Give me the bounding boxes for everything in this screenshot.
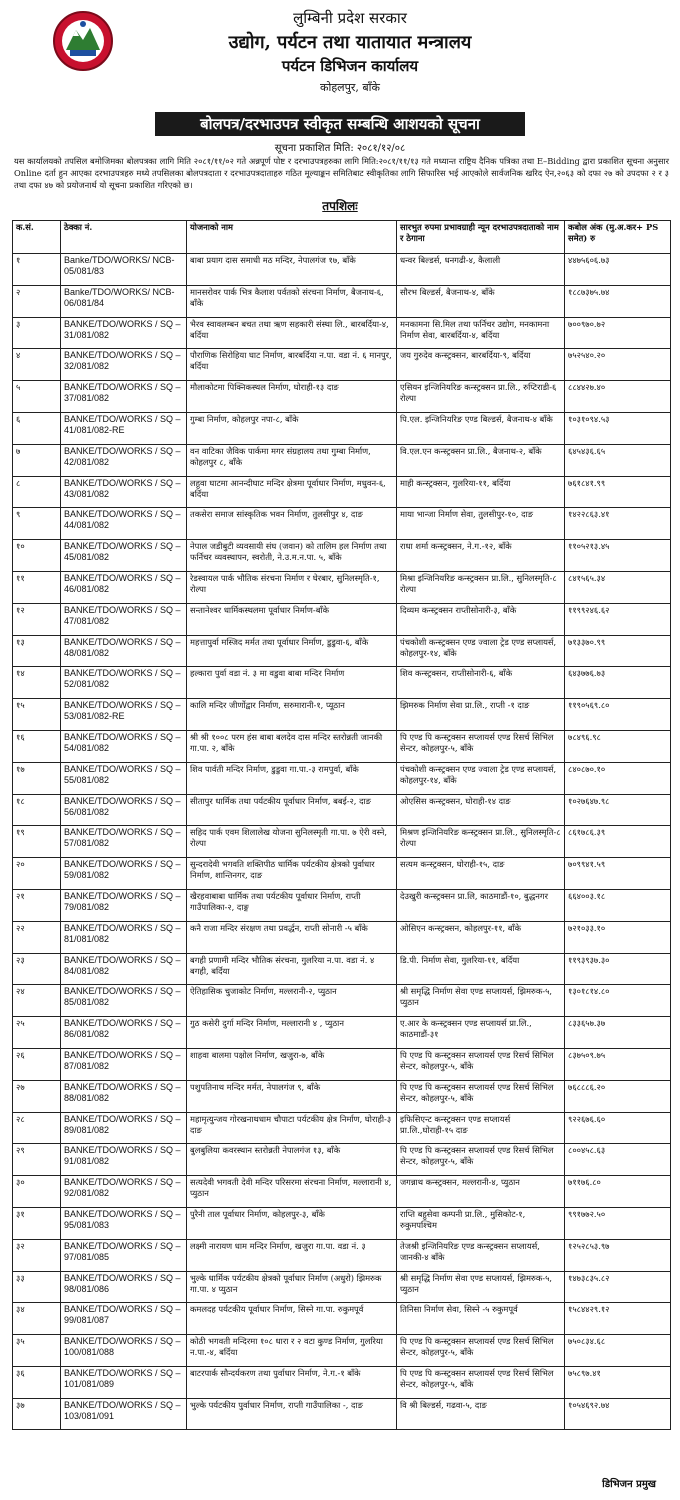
- cell-amount: ७२१०३३.१०: [565, 921, 671, 953]
- cell-amount: १८८७३७५.७४: [565, 285, 671, 317]
- cell-project-name: ऐतिहासिक चुजाकोट निर्माण, मल्लरानी-२, प्युठान: [187, 985, 397, 1017]
- government-name: लुम्बिनी प्रदेश सरकार: [293, 9, 407, 27]
- cell-bidder: पि एण्ड पि कन्स्ट्रक्सन सप्लायर्स एण्ड रिसर्च सिभिल सेन्टर, कोहलपुर-५, बाँके: [397, 1080, 565, 1112]
- cell-project-name: सत्यदेवी भगवती देवी मन्दिर परिसरमा संरचना निर्माण, मल्लारानी ४, प्युठान: [187, 1176, 397, 1208]
- cell-contract-no: BANKE/TDO/WORKS / SQ – 44/081/082: [61, 508, 187, 540]
- cell-contract-no: BANKE/TDO/WORKS / SQ – 92/081/082: [61, 1176, 187, 1208]
- cell-project-name: हल्कारा पुर्वा वडा नं. ३ मा वडुवा बाबा मन्दिर निर्माण: [187, 667, 397, 699]
- table-row: [13, 699, 671, 731]
- publish-date: सूचना प्रकाशित मिति: २०८१/१२/०८: [274, 143, 406, 154]
- cell-sn: ८: [13, 476, 61, 508]
- table-row: [13, 730, 671, 762]
- cell-sn: ६: [13, 412, 61, 444]
- table-row: [13, 1017, 671, 1049]
- table-row: [13, 889, 671, 921]
- cell-project-name: कनै राजा मन्दिर संरक्षण तथा प्रवर्द्धन, राप्ती सोनारी -५ बाँके: [187, 921, 397, 953]
- cell-bidder: झिमरुक निर्माण सेवा प्रा.लि., राप्ती -१ दाङ: [397, 699, 565, 731]
- cell-amount: ८४०८७०.१०: [565, 762, 671, 794]
- cell-bidder: मनकामना सि.मिल तथा फर्निचर उद्योग, मनकामना निर्माण सेवा, बारबर्दिया-४, बर्दिया: [397, 317, 565, 349]
- table-row: [13, 508, 671, 540]
- table-row: [13, 603, 671, 635]
- table-row: [13, 1398, 671, 1430]
- table-row: [13, 667, 671, 699]
- cell-bidder: पि एण्ड पि कन्स्ट्रक्सन सप्लायर्स एण्ड रिसर्च सिभिल सेन्टर, कोहलपुर-५, बाँके: [397, 1144, 565, 1176]
- cell-amount: १४२२८६३.४१: [565, 508, 671, 540]
- cell-sn: २०: [13, 858, 61, 890]
- col-header-bidder: सारभुत रुपमा प्रभावग्राही न्यून दरभाउपत्रदाताको नाम र ठेगाना: [397, 221, 565, 254]
- table-row: [13, 635, 671, 667]
- cell-bidder: देउखुरी कन्स्ट्रक्सन प्रा.लि, काठमाडौं-१०, बुद्धनगर: [397, 889, 565, 921]
- cell-contract-no: BANKE/TDO/WORKS / SQ – 56/081/082: [61, 794, 187, 826]
- cell-project-name: पशुपतिनाथ मन्दिर मर्मत, नेपालगंज ९, बाँके: [187, 1080, 397, 1112]
- cell-bidder: जय गुरुदेव कन्स्ट्रक्सन, बारबर्दिया-९, बर्दिया: [397, 349, 565, 381]
- cell-project-name: बाटरपार्क सौन्दर्यकरण तथा पुर्वाधार निर्माण, ने.ग.-१ बाँके: [187, 1366, 397, 1398]
- cell-contract-no: BANKE/TDO/WORKS / SQ – 37/081/082: [61, 381, 187, 413]
- cell-sn: २६: [13, 1048, 61, 1080]
- cell-amount: ७५२५४०.२०: [565, 349, 671, 381]
- cell-project-name: शिव पार्वती मन्दिर निर्माण, डुडुवा गा.पा.-३ रामपुर्वा, बाँके: [187, 762, 397, 794]
- cell-sn: २८: [13, 1112, 61, 1144]
- table-row: [13, 1048, 671, 1080]
- table-row: [13, 476, 671, 508]
- cell-bidder: पंचकोशी कन्स्ट्रक्सन एण्ड ज्वाला ट्रेड एण्ड सप्लायर्स, कोहलपुर-१४, बाँके: [397, 762, 565, 794]
- cell-amount: १३०१८१४.८०: [565, 985, 671, 1017]
- cell-sn: १६: [13, 730, 61, 762]
- cell-project-name: गुठ कसेरी दुर्गा मन्दिर निर्माण, मल्लारानी ४ , प्युठान: [187, 1017, 397, 1049]
- cell-amount: ७११७६.८०: [565, 1176, 671, 1208]
- table-row: [13, 762, 671, 794]
- table-row: [13, 349, 671, 381]
- details-subtitle: तपशिलः: [322, 199, 358, 213]
- cell-sn: ७: [13, 444, 61, 476]
- table-row: [13, 540, 671, 572]
- cell-contract-no: BANKE/TDO/WORKS / SQ – 89/081/082: [61, 1112, 187, 1144]
- cell-project-name: सन्तानेश्वर धार्मिकस्थलमा पूर्वाधार निर्माण-बाँके: [187, 603, 397, 635]
- cell-amount: ११९३९३७.३०: [565, 953, 671, 985]
- cell-amount: ११०५२१३.४५: [565, 540, 671, 572]
- cell-sn: ४: [13, 349, 61, 381]
- table-row: [13, 1112, 671, 1144]
- cell-amount: ८६१७८६.३९: [565, 826, 671, 858]
- table-row: [13, 826, 671, 858]
- cell-contract-no: BANKE/TDO/WORKS / SQ – 95/081/083: [61, 1207, 187, 1239]
- cell-project-name: खैरहवाबाबा धार्मिक तथा पर्यटकीय पूर्वाधार निर्माण, राप्ती गाउँपालिका-२, दाङ्ग: [187, 889, 397, 921]
- cell-contract-no: BANKE/TDO/WORKS / SQ – 55/081/082: [61, 762, 187, 794]
- cell-contract-no: BANKE/TDO/WORKS / SQ – 84/081/082: [61, 953, 187, 985]
- cell-contract-no: BANKE/TDO/WORKS / SQ – 86/081/082: [61, 1017, 187, 1049]
- cell-sn: ३२: [13, 1239, 61, 1271]
- cell-amount: ११९९२४६.६२: [565, 603, 671, 635]
- cell-sn: १७: [13, 762, 61, 794]
- cell-bidder: एसियन इन्जिनियरिङ कन्स्ट्रक्सन प्रा.लि., रुप्टिराडी-६ रोल्पा: [397, 381, 565, 413]
- cell-contract-no: BANKE/TDO/WORKS / SQ – 87/081/082: [61, 1048, 187, 1080]
- cell-project-name: वन वाटिका जैविक पार्कमा मगर संग्रहालय तथा गुम्बा निर्माण, कोहलपुर ८, बाँके: [187, 444, 397, 476]
- cell-amount: १०३१०९४.५३: [565, 412, 671, 444]
- cell-sn: १: [13, 254, 61, 286]
- cell-contract-no: BANKE/TDO/WORKS / SQ – 97/081/085: [61, 1239, 187, 1271]
- cell-sn: १८: [13, 794, 61, 826]
- bid-table: [12, 220, 671, 1430]
- cell-sn: ९: [13, 508, 61, 540]
- cell-project-name: तकसेरा समाज सांस्कृतिक भवन निर्माण, तुलसीपुर ४, दाङ: [187, 508, 397, 540]
- cell-bidder: पि एण्ड पि कन्स्ट्रक्सन सप्लायर्स एण्ड रिसर्च सिभिल सेन्टर, कोहलपुर-५, बाँके: [397, 730, 565, 762]
- cell-project-name: लहुवा घाटमा आनन्दीघाट मन्दिर क्षेत्रमा पूर्वाधार निर्माण, मधुवन-६, बर्दिया: [187, 476, 397, 508]
- cell-bidder: माया भान्जा निर्माण सेवा, तुलसीपुर-१०, दाङ: [397, 508, 565, 540]
- cell-project-name: कोठी भगवती मन्दिरमा १०८ धारा र २ वटा कुण्ड निर्माण, गुलरिया न.पा.-४, बर्दिया: [187, 1335, 397, 1367]
- table-row: [13, 571, 671, 603]
- cell-amount: १४७३८३५.८२: [565, 1271, 671, 1303]
- cell-contract-no: BANKE/TDO/WORKS / SQ – 52/081/082: [61, 667, 187, 699]
- cell-project-name: भुल्के पर्यटकीय पुर्वाधार निर्माण, राप्ती गाउँपालिका -, दाङ: [187, 1398, 397, 1430]
- table-row: [13, 1207, 671, 1239]
- cell-bidder: राप्ति बहुसेवा कम्पनी प्रा.लि., मुसिकोट-१, रुकुमपश्चिम: [397, 1207, 565, 1239]
- cell-sn: १३: [13, 635, 61, 667]
- cell-amount: ७८४९६.९८: [565, 730, 671, 762]
- table-row: [13, 317, 671, 349]
- cell-amount: ७६८८८६.२०: [565, 1080, 671, 1112]
- cell-amount: ७०९९४१.५९: [565, 858, 671, 890]
- cell-amount: ९२२६७६.६०: [565, 1112, 671, 1144]
- table-row: [13, 1335, 671, 1367]
- cell-bidder: वि श्री बिल्डर्स, गढवा-५, दाङ: [397, 1398, 565, 1430]
- cell-sn: ३१: [13, 1207, 61, 1239]
- cell-sn: १२: [13, 603, 61, 635]
- cell-project-name: सहिद पार्क एवम शिलालेख योजना सुनिलस्मृती गा.पा. ७ ऐरी वस्ने, रोल्पा: [187, 826, 397, 858]
- cell-sn: २५: [13, 1017, 61, 1049]
- cell-bidder: शिव कन्स्ट्रक्सन, राप्तीसोनारी-६, बाँके: [397, 667, 565, 699]
- cell-sn: २१: [13, 889, 61, 921]
- cell-project-name: श्री श्री १००८ परम हंस बाबा बलदेव दास मन्दिर स्तरोन्नती जानकी गा.पा. २, बाँके: [187, 730, 397, 762]
- col-header-project: योजनाको नाम: [187, 221, 397, 254]
- cell-contract-no: BANKE/TDO/WORKS / SQ – 99/081/087: [61, 1303, 187, 1335]
- cell-sn: ५: [13, 381, 61, 413]
- cell-contract-no: BANKE/TDO/WORKS / SQ – 85/081/082: [61, 985, 187, 1017]
- cell-bidder: जगन्नाथ कन्स्ट्रक्सन, मल्लरानी-४, प्युठान: [397, 1176, 565, 1208]
- table-header-row: [13, 221, 671, 254]
- cell-bidder: दिव्यम कन्स्ट्रक्सन राप्तीसोनारी-३, बाँके: [397, 603, 565, 635]
- cell-contract-no: BANKE/TDO/WORKS / SQ – 79/081/082: [61, 889, 187, 921]
- cell-bidder: सौरभ बिल्डर्स, बैजनाथ-४, बाँके: [397, 285, 565, 317]
- cell-contract-no: BANKE/TDO/WORKS / SQ – 42/081/082: [61, 444, 187, 476]
- cell-bidder: तेजश्री इन्जिनियरिङ एण्ड कन्स्ट्रक्सन सप्लायर्स, जानकी-४ बाँके: [397, 1239, 565, 1271]
- cell-sn: १०: [13, 540, 61, 572]
- table-row: [13, 1239, 671, 1271]
- table-row: [13, 921, 671, 953]
- cell-bidder: तिनिसा निर्माण सेवा, सिस्ने -५ रुकुमपूर्व: [397, 1303, 565, 1335]
- cell-bidder: धन्वर बिल्डर्स, धनगढी-४, कैलाली: [397, 254, 565, 286]
- cell-sn: ३०: [13, 1176, 61, 1208]
- cell-project-name: बुलबुलिया कवरस्थान स्तरोन्नती नेपालगंज १३, बाँके: [187, 1144, 397, 1176]
- cell-contract-no: Banke/TDO/WORKS/ NCB-06/081/84: [61, 285, 187, 317]
- cell-project-name: कालि मन्दिर जीर्णोद्वार निर्माण, सरुमारानी-१, प्यूठान: [187, 699, 397, 731]
- cell-project-name: सुन्दरादेवी भगवति शक्तिपीठ धार्मिक पर्यटकीय क्षेत्रको पुर्वाधार निर्माण, शान्तिनगर, दाङ: [187, 858, 397, 890]
- cell-amount: ४४७५६०६.७३: [565, 254, 671, 286]
- nepal-emblem-icon: [50, 10, 116, 72]
- ministry-name: उद्योग, पर्यटन तथा यातायात मन्त्रालय: [228, 32, 472, 53]
- cell-contract-no: BANKE/TDO/WORKS / SQ – 41/081/082-RE: [61, 412, 187, 444]
- office-address: कोहलपुर, बाँके: [320, 81, 380, 94]
- cell-bidder: राधा शर्मा कन्स्ट्रक्सन, ने.ग.-१२, बाँके: [397, 540, 565, 572]
- cell-project-name: कमलदह पर्यटकीय पूर्वाधार निर्माण, सिस्ने गा.पा. रुकुमपूर्व: [187, 1303, 397, 1335]
- cell-contract-no: BANKE/TDO/WORKS / SQ – 43/081/082: [61, 476, 187, 508]
- cell-project-name: बाबा प्रयाग दास समाधी मठ मन्दिर, नेपालगंज १७, बाँके: [187, 254, 397, 286]
- table-row: [13, 1176, 671, 1208]
- cell-bidder: ए.आर के कन्स्ट्रक्सन एण्ड सप्लायर्स प्रा.लि., काठमाडौं-३१: [397, 1017, 565, 1049]
- cell-contract-no: BANKE/TDO/WORKS / SQ – 32/081/082: [61, 349, 187, 381]
- cell-bidder: ओएसिस कन्स्ट्रक्सन, घोराही-१४ दाङ: [397, 794, 565, 826]
- cell-bidder: वि.एल.एन कन्स्ट्रक्सन प्रा.लि., बैजनाथ-२, बाँके: [397, 444, 565, 476]
- table-row: [13, 953, 671, 985]
- table-row: [13, 1144, 671, 1176]
- cell-contract-no: Banke/TDO/WORKS/ NCB-05/081/83: [61, 254, 187, 286]
- cell-bidder: इफिसिएन्ट कन्स्ट्रक्सन एण्ड सप्लायर्स प्रा.लि.,घोराही-१५ दाङ: [397, 1112, 565, 1144]
- cell-contract-no: BANKE/TDO/WORKS / SQ – 47/081/082: [61, 603, 187, 635]
- cell-contract-no: BANKE/TDO/WORKS / SQ – 81/081/082: [61, 921, 187, 953]
- cell-bidder: पंचकोशी कन्स्ट्रक्सन एण्ड ज्वाला ट्रेड एण्ड सप्लायर्स, कोहलपुर-१४, बाँके: [397, 635, 565, 667]
- cell-sn: १४: [13, 667, 61, 699]
- cell-amount: १२५२८५३.९७: [565, 1239, 671, 1271]
- cell-bidder: सत्यम कन्स्ट्रक्सन, घोराही-१५, दाङ: [397, 858, 565, 890]
- cell-amount: ८८४४२७.४०: [565, 381, 671, 413]
- notice-intro: यस कार्यालयको तपसिल बमोजिमका बोलपत्रका लागि मिति २०८१/११/०२ गते अन्नपूर्ण पोष्ट र दरभाउपत्रहरुका लागि मिति:२०८१/११/१३ गते मध्यान्त राष्ट्रिय दैनिक पत्रिका तथा E–Bidding द्वारा प्रकाशित सूचना अनुसार Online दर्ता हुन आएका दरभाउपत्रहरु मध्ये तपसिलका बोलपत्रदाता र दरभाउपत्रदाताहरु गठित मूल्याङ्कन समितिबाट स्वीकृतिका लागि सिफारिस भई आएकोले सार्वजनिक खरिद ऐन,२०६३ को दफा २७ को उपदफा २ र ३ तथा दफा ४७ को प्रयोजनार्थ यो सूचना प्रकाशित गरिएको छ।: [14, 156, 669, 190]
- cell-contract-no: BANKE/TDO/WORKS / SQ – 91/081/082: [61, 1144, 187, 1176]
- cell-project-name: शाहवा बालमा पक्षोल निर्माण, खजुरा-७, बाँके: [187, 1048, 397, 1080]
- cell-contract-no: BANKE/TDO/WORKS / SQ – 48/081/082: [61, 635, 187, 667]
- cell-amount: ८४१५६५.३४: [565, 571, 671, 603]
- cell-amount: ७५०८३४.६८: [565, 1335, 671, 1367]
- cell-bidder: पि एण्ड पि कन्स्ट्रक्सन सप्लायर्स एण्ड रिसर्च सिभिल सेन्टर, कोहलपुर-५, बाँके: [397, 1366, 565, 1398]
- table-row: [13, 444, 671, 476]
- cell-sn: २९: [13, 1144, 61, 1176]
- cell-amount: ८००४५८.६३: [565, 1144, 671, 1176]
- table-row: [13, 285, 671, 317]
- col-header-amount: कबोल अंक (मु.अ.कर+ PS समेत) रु: [565, 221, 671, 254]
- cell-project-name: रेडस्वायल पार्क भौतिक संरचना निर्माण र घेरबार, सुनिलस्मृति-१, रोल्पा: [187, 571, 397, 603]
- cell-amount: ६६४००३.१८: [565, 889, 671, 921]
- cell-project-name: पौराणिक सिरोहिया घाट निर्माण, बारबर्दिया न.पा. वडा नं. ६ मानपुर, बर्दिया: [187, 349, 397, 381]
- table-row: [13, 1366, 671, 1398]
- cell-sn: ११: [13, 571, 61, 603]
- cell-sn: १९: [13, 826, 61, 858]
- cell-sn: ३३: [13, 1271, 61, 1303]
- cell-sn: १५: [13, 699, 61, 731]
- cell-bidder: पि.एल. इन्जिनियरिङ एण्ड बिल्डर्स, बैजनाथ-४ बाँके: [397, 412, 565, 444]
- cell-amount: ११९०५६९.८०: [565, 699, 671, 731]
- cell-sn: २७: [13, 1080, 61, 1112]
- cell-bidder: श्री समृद्धि निर्माण सेवा एण्ड सप्लायर्स, झिमरुक-५, प्युठान: [397, 1271, 565, 1303]
- table-row: [13, 985, 671, 1017]
- cell-amount: ७५८९७.४१: [565, 1366, 671, 1398]
- cell-contract-no: BANKE/TDO/WORKS / SQ – 46/081/082: [61, 571, 187, 603]
- cell-bidder: ओसिएन कन्स्ट्रक्सन, कोहलपुर-११, बाँके: [397, 921, 565, 953]
- table-row: [13, 1271, 671, 1303]
- cell-bidder: पि एण्ड पि कन्स्ट्रक्सन सप्लायर्स एण्ड रिसर्च सिभिल सेन्टर, कोहलपुर-५, बाँके: [397, 1335, 565, 1367]
- col-header-contract: ठेक्का नं.: [61, 221, 187, 254]
- cell-amount: ७१३३७०.९९: [565, 635, 671, 667]
- cell-sn: २३: [13, 953, 61, 985]
- cell-bidder: श्री समृद्धि निर्माण सेवा एण्ड सप्लायर्स, झिमरुक-५, प्युठान: [397, 985, 565, 1017]
- cell-project-name: बगही प्रणामी मन्दिर भौतिक संरचना, गुलरिया न.पा. वडा नं. ४ बगही, बर्दिया: [187, 953, 397, 985]
- cell-sn: ३: [13, 317, 61, 349]
- cell-sn: ३७: [13, 1398, 61, 1430]
- cell-contract-no: BANKE/TDO/WORKS / SQ – 100/081/088: [61, 1335, 187, 1367]
- cell-contract-no: BANKE/TDO/WORKS / SQ – 45/081/082: [61, 540, 187, 572]
- cell-project-name: भैरव स्वावलम्बन बचत तथा ऋण सहकारी संस्था लि., बारबर्दिया-४, बर्दिया: [187, 317, 397, 349]
- cell-project-name: महत्तापुर्वा मस्जिद मर्मत तथा पूर्वाधार निर्माण, डुडुवा-६, बाँके: [187, 635, 397, 667]
- table-row: [13, 381, 671, 413]
- office-name: पर्यटन डिभिजन कार्यालय: [281, 57, 419, 75]
- cell-contract-no: BANKE/TDO/WORKS / SQ – 53/081/082-RE: [61, 699, 187, 731]
- cell-project-name: नेपाल जडीबुटी व्यवसायी संघ (जवान) को तालिम हल निर्माण तथा फर्निचर व्यवस्थापन, स्वरोती, ने.उ.म.न.पा. ५, बाँके: [187, 540, 397, 572]
- notice-title: बोलपत्र/दरभाउपत्र स्वीकृत सम्बन्धि आशयको सूचना: [155, 112, 525, 136]
- cell-sn: ३५: [13, 1335, 61, 1367]
- cell-contract-no: BANKE/TDO/WORKS / SQ – 54/081/082: [61, 730, 187, 762]
- cell-bidder: पि एण्ड पि कन्स्ट्रक्सन सप्लायर्स एण्ड रिसर्च सिभिल सेन्टर, कोहलपुर-५, बाँके: [397, 1048, 565, 1080]
- table-row: [13, 1303, 671, 1335]
- cell-amount: ६४३७७६.७३: [565, 667, 671, 699]
- cell-sn: ३४: [13, 1303, 61, 1335]
- cell-amount: ६४५४३६.६५: [565, 444, 671, 476]
- cell-project-name: मानसरोवर पार्क भित्र कैलाश पर्वतको संरचना निर्माण, बैजनाथ-६, बाँके: [187, 285, 397, 317]
- cell-amount: ९९१७७२.५०: [565, 1207, 671, 1239]
- cell-sn: २४: [13, 985, 61, 1017]
- cell-amount: १५८४४२९.१२: [565, 1303, 671, 1335]
- table-row: [13, 254, 671, 286]
- cell-amount: १०२७६४७.९८: [565, 794, 671, 826]
- cell-amount: १०५४६९२.७४: [565, 1398, 671, 1430]
- cell-sn: ३६: [13, 1366, 61, 1398]
- cell-contract-no: BANKE/TDO/WORKS / SQ – 101/081/089: [61, 1366, 187, 1398]
- cell-bidder: मिश्रण इन्जिनियरिङ कन्स्ट्रक्सन प्रा.लि., सुनिलस्मृति-८ रोल्पा: [397, 826, 565, 858]
- cell-contract-no: BANKE/TDO/WORKS / SQ – 57/081/082: [61, 826, 187, 858]
- cell-bidder: माही कन्स्ट्रक्सन, गुलरिया-११, बर्दिया: [397, 476, 565, 508]
- cell-bidder: डि.पी. निर्माण सेवा, गुलरिया-११, बर्दिया: [397, 953, 565, 985]
- cell-contract-no: BANKE/TDO/WORKS / SQ – 31/081/082: [61, 317, 187, 349]
- cell-sn: २: [13, 285, 61, 317]
- cell-project-name: मौलाकोटमा पिक्निकस्थल निर्माण, घोराही-१३ दाङ: [187, 381, 397, 413]
- col-header-sn: क.सं.: [13, 221, 61, 254]
- cell-project-name: भुल्के धार्मिक पर्यटकीय क्षेत्रको पूर्वाधार निर्माण (अधुरो) झिमरुक गा.पा. ४ प्युठान: [187, 1271, 397, 1303]
- table-row: [13, 794, 671, 826]
- cell-contract-no: BANKE/TDO/WORKS / SQ – 103/081/091: [61, 1398, 187, 1430]
- cell-amount: ८३७५०९.७५: [565, 1048, 671, 1080]
- cell-contract-no: BANKE/TDO/WORKS / SQ – 88/081/082: [61, 1080, 187, 1112]
- cell-amount: ७००९७०.७२: [565, 317, 671, 349]
- cell-contract-no: BANKE/TDO/WORKS / SQ – 98/081/086: [61, 1271, 187, 1303]
- cell-project-name: गुम्बा निर्माण, कोहलपुर नपा-८, बाँके: [187, 412, 397, 444]
- cell-project-name: लक्ष्मी नारायण धाम मन्दिर निर्माण, खजुरा गा.पा. वडा नं. ३: [187, 1239, 397, 1271]
- cell-amount: ७६१८४१.९९: [565, 476, 671, 508]
- signature-label: डिभिजन प्रमुख: [602, 1479, 656, 1490]
- cell-project-name: पुरैनी ताल पूर्वाधार निर्माण, कोहलपुर-३, बाँके: [187, 1207, 397, 1239]
- cell-bidder: मिश्रा इन्जिनियरिङ कन्स्ट्रक्सन प्रा.लि., सुनिलस्मृति-८ रोल्पा: [397, 571, 565, 603]
- cell-project-name: महामृत्युन्जय गोरखनाथधाम चौपाटा पर्यटकीय क्षेत्र निर्माण, घोराही-३ दाङ: [187, 1112, 397, 1144]
- cell-amount: ८३३६५७.३७: [565, 1017, 671, 1049]
- cell-contract-no: BANKE/TDO/WORKS / SQ – 59/081/082: [61, 858, 187, 890]
- table-row: [13, 1080, 671, 1112]
- cell-project-name: सीतापुर धार्मिक तथा पर्यटकीय पूर्वाधार निर्माण, बबई-२, दाङ: [187, 794, 397, 826]
- table-row: [13, 858, 671, 890]
- cell-sn: २२: [13, 921, 61, 953]
- table-row: [13, 412, 671, 444]
